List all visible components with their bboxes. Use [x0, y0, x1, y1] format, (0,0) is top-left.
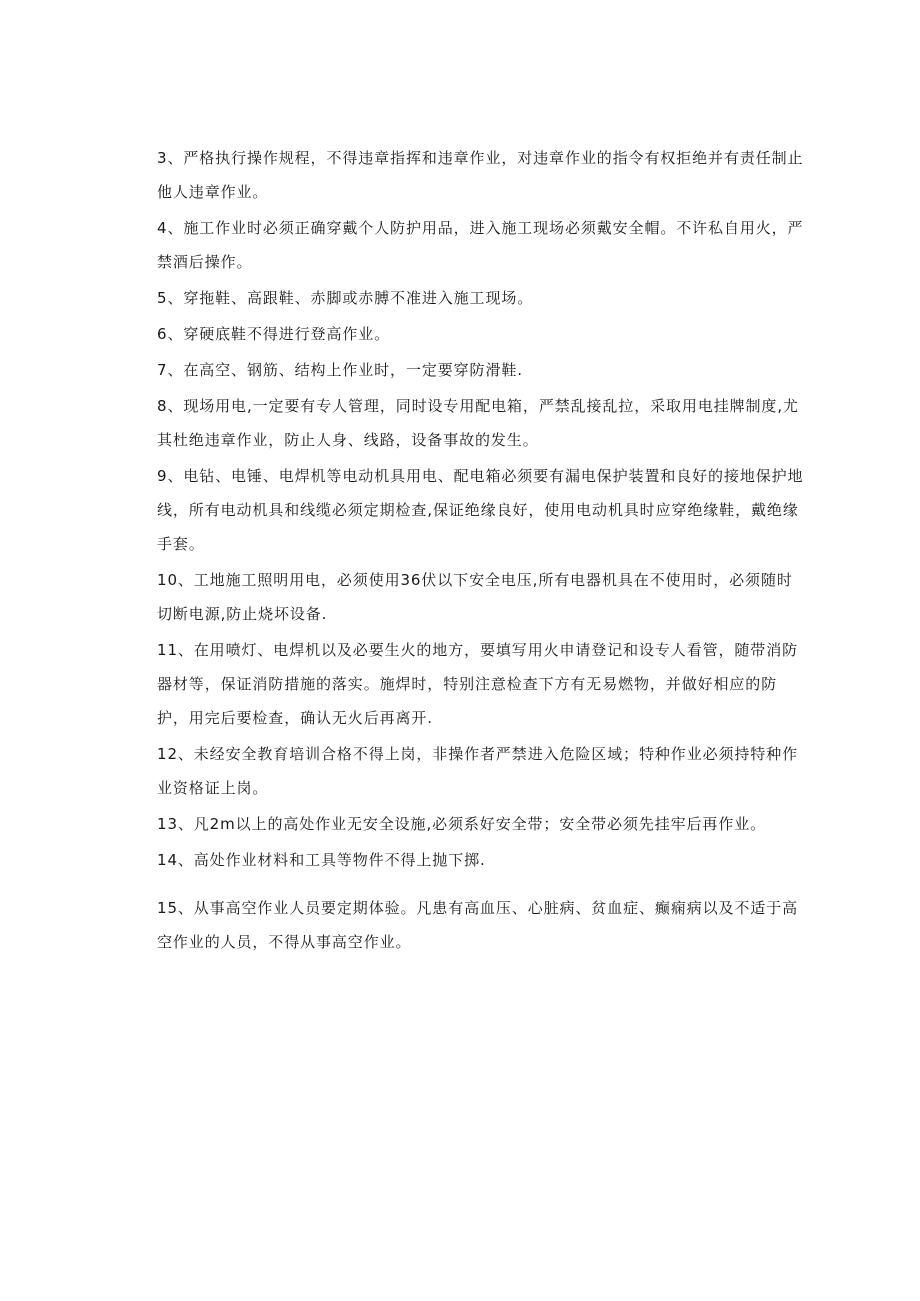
rule-item-6: 6、穿硬底鞋不得进行登高作业。 — [157, 325, 391, 343]
rule-item-13: 13、凡2m以上的高处作业无安全设施,必须系好安全带；安全带必须先挂牢后再作业。 — [157, 815, 767, 833]
rule-item-4: 4、施工作业时必须正确穿戴个人防护用品，进入施工现场必须戴安全帽。不许私自用火，严禁酒后操作。 — [157, 219, 804, 271]
rule-item-14: 14、高处作业材料和工具等物件不得上抛下掷. — [157, 851, 486, 869]
rule-item-3: 3、严格执行操作规程，不得违章指挥和违章作业，对违章作业的指令有权拒绝并有责任制止他人违章作业。 — [157, 149, 804, 201]
rule-item-11: 11、在用喷灯、电焊机以及必要生火的地方，要填写用火申请登记和设专人看管，随带消防器材等，保证消防措施的落实。施焊时，特别注意检查下方有无易燃物，并做好相应的防护，用完后要检查，确认无火后再离开. — [157, 641, 798, 727]
rule-item-7: 7、在高空、钢筋、结构上作业时，一定要穿防滑鞋. — [157, 361, 523, 379]
safety-rules-list — [157, 141, 805, 961]
rule-item-9: 9、电钻、电锤、电焊机等电动机具用电、配电箱必须要有漏电保护装置和良好的接地保护地线，所有电动机具和线缆必须定期检查,保证绝缘良好，使用电动机具时应穿绝缘鞋，戴绝缘手套。 — [157, 467, 804, 553]
rule-item-15: 15、从事高空作业人员要定期体验。凡患有高血压、心脏病、贫血症、癫痫病以及不适于高空作业的人员，不得从事高空作业。 — [157, 899, 798, 951]
rule-item-5: 5、穿拖鞋、高跟鞋、赤脚或赤膊不准进入施工现场。 — [157, 289, 534, 307]
rule-item-10: 10、工地施工照明用电，必须使用36伏以下安全电压,所有电器机具在不使用时，必须随时切断电源,防止烧坏设备. — [157, 571, 793, 623]
rule-item-8: 8、现场用电,一定要有专人管理，同时设专用配电箱，严禁乱接乱拉，采取用电挂牌制度,尤其杜绝违章作业，防止人身、线路，设备事故的发生。 — [157, 397, 799, 449]
rule-item-12: 12、未经安全教育培训合格不得上岗，非操作者严禁进入危险区域；特种作业必须持特种作业资格证上岗。 — [157, 745, 798, 797]
